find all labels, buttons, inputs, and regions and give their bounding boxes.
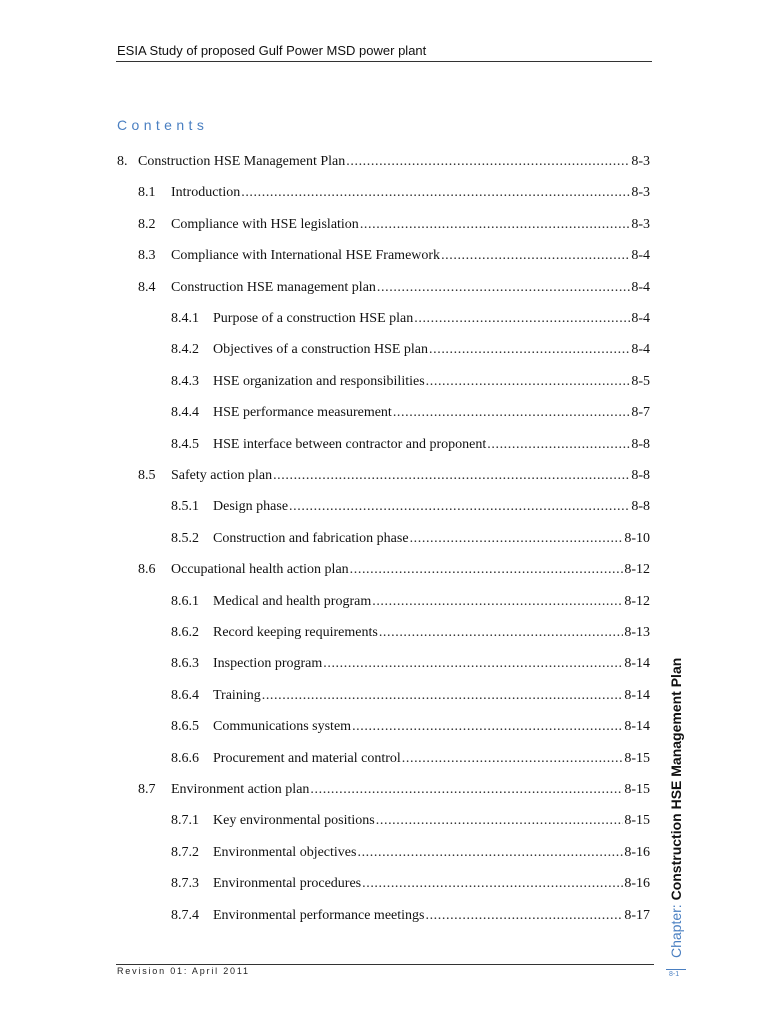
toc-page-number: 8-4 [631,248,650,264]
toc-section-title: Safety action plan [171,468,273,483]
toc-page-number: 8-3 [631,185,650,201]
toc-section-title: Environmental procedures [213,876,362,892]
toc-entry[interactable] [171,718,650,736]
chapter-side-label [668,658,684,958]
toc-entry[interactable] [138,561,650,579]
toc-entry[interactable] [171,875,650,893]
toc-dot-leader [289,498,630,516]
toc-page-number: 8-3 [631,154,650,169]
toc-entry[interactable] [138,279,650,297]
toc-section-title: Medical and health program [213,593,372,609]
toc-dot-leader [414,310,630,328]
toc-entry[interactable] [138,467,650,485]
toc-section-number: 8.6.5 [171,719,199,735]
toc-entry[interactable] [171,750,650,768]
toc-section-title: Objectives of a construction HSE plan [213,342,429,358]
toc-entry[interactable] [171,655,650,673]
toc-section-number: 8.6.1 [171,593,199,609]
toc-entry[interactable] [171,310,650,328]
toc-dot-leader [377,279,630,297]
toc-section-number: 8.7 [138,782,156,797]
toc-section-number: 8.1 [138,185,156,201]
toc-page-number: 8-4 [631,279,650,295]
toc-dot-leader [426,373,631,391]
toc-section-title: Design phase [213,499,289,515]
toc-section-title: Construction HSE Management Plan [138,154,346,169]
toc-section-title: Introduction [171,185,241,201]
toc-page-number: 8-4 [631,342,650,358]
toc-dot-leader [487,436,630,454]
toc-section-title: Training [213,687,261,703]
toc-entry[interactable] [171,844,650,862]
document-header-title: ESIA Study of proposed Gulf Power MSD power plant [117,43,427,58]
toc-page-number: 8-12 [624,593,650,609]
toc-section-number: 8.5.2 [171,530,199,546]
toc-entry[interactable] [171,341,650,359]
toc-dot-leader [393,404,631,422]
toc-page-number: 8-5 [631,373,650,389]
toc-dot-leader [350,561,624,579]
toc-dot-leader [241,184,630,202]
chapter-prefix: Chapter: [668,904,684,958]
toc-section-number: 8.6.4 [171,687,199,703]
chapter-name: Construction HSE Management Plan [668,657,684,901]
page-number: 8-1 [669,971,680,978]
toc-section-title: Inspection program [213,656,323,672]
toc-page-number: 8-15 [624,813,650,829]
toc-section-number: 8.6.2 [171,625,199,640]
toc-dot-leader [441,247,630,265]
toc-dot-leader [376,812,624,830]
toc-section-title: Communications system [213,719,352,735]
toc-dot-leader [273,467,630,485]
toc-dot-leader [323,655,623,673]
toc-section-title: HSE interface between contractor and proponent [213,436,487,452]
toc-section-number: 8.4.3 [171,373,199,389]
toc-page-number: 8-3 [631,216,650,232]
toc-section-number: 8.6.6 [171,750,199,766]
toc-section-number: 8.2 [138,216,156,232]
toc-page-number: 8-13 [624,625,650,640]
toc-page-number: 8-8 [631,499,650,515]
toc-section-number: 8.7.1 [171,813,199,829]
toc-entry[interactable] [171,498,650,516]
toc-section-title: Environmental performance meetings [213,907,425,923]
toc-section-number: 8.4.1 [171,311,199,326]
toc-page-number: 8-8 [631,436,650,452]
toc-dot-leader [310,781,623,799]
footer-divider [116,964,654,965]
toc-dot-leader [410,530,624,548]
toc-dot-leader [357,844,623,862]
toc-section-title: Purpose of a construction HSE plan [213,311,414,326]
toc-section-title: Environment action plan [171,782,310,797]
toc-page-number: 8-16 [624,844,650,860]
toc-section-number: 8. [117,154,128,169]
toc-section-number: 8.6.3 [171,656,199,672]
toc-section-title: Construction HSE management plan [171,279,376,295]
toc-section-number: 8.4.5 [171,436,199,452]
toc-section-number: 8.5 [138,468,156,483]
toc-dot-leader [262,687,624,705]
toc-dot-leader [379,624,624,642]
toc-section-number: 8.7.3 [171,876,199,892]
toc-section-number: 8.6 [138,562,156,578]
toc-dot-leader [402,750,624,768]
toc-page-number: 8-15 [624,750,650,766]
toc-page-number: 8-4 [631,311,650,326]
toc-entry[interactable] [171,530,650,548]
toc-dot-leader [362,875,623,893]
toc-section-number: 8.3 [138,248,156,264]
toc-section-title: Key environmental positions [213,813,375,829]
toc-entry[interactable] [138,781,650,799]
toc-entry[interactable] [138,247,650,265]
toc-entry[interactable] [171,624,650,642]
toc-entry[interactable] [171,404,650,422]
toc-dot-leader [360,216,631,234]
toc-section-number: 8.7.2 [171,844,199,860]
toc-dot-leader [425,907,623,925]
toc-dot-leader [352,718,623,736]
toc-section-number: 8.7.4 [171,907,199,923]
toc-section-title: Record keeping requirements [213,625,378,640]
toc-dot-leader [429,341,630,359]
toc-dot-leader [372,593,623,611]
toc-section-number: 8.4.4 [171,405,199,421]
toc-page-number: 8-12 [624,562,650,578]
toc-section-number: 8.5.1 [171,499,199,515]
toc-section-number: 8.4.2 [171,342,199,358]
toc-page-number: 8-14 [624,656,650,672]
toc-section-title: HSE performance measurement [213,405,392,421]
contents-heading: Contents [117,117,209,133]
toc-section-title: Environmental objectives [213,844,357,860]
toc-page-number: 8-14 [624,719,650,735]
toc-section-title: Compliance with International HSE Framework [171,248,441,264]
toc-section-title: Compliance with HSE legislation [171,216,359,232]
toc-section-number: 8.4 [138,279,156,295]
toc-page-number: 8-14 [624,687,650,703]
toc-entry[interactable] [171,593,650,611]
toc-page-number: 8-7 [631,405,650,421]
toc-entry[interactable] [171,373,650,391]
toc-page-number: 8-8 [631,468,650,483]
toc-entry[interactable] [171,812,650,830]
revision-note: Revision 01: April 2011 [117,966,250,976]
toc-entry[interactable] [138,216,650,234]
toc-entry[interactable] [171,907,650,925]
toc-page-number: 8-17 [624,907,650,923]
toc-section-title: Occupational health action plan [171,562,349,578]
toc-entry[interactable] [171,687,650,705]
toc-page-number: 8-10 [624,530,650,546]
toc-section-title: Construction and fabrication phase [213,530,409,546]
page-number-rule [666,969,686,970]
toc-page-number: 8-15 [624,782,650,797]
toc-entry[interactable] [138,184,650,202]
toc-entry[interactable] [171,436,650,454]
toc-dot-leader [346,153,630,171]
toc-entry[interactable] [117,153,650,171]
toc-section-title: HSE organization and responsibilities [213,373,425,389]
toc-section-title: Procurement and material control [213,750,401,766]
toc-page-number: 8-16 [624,876,650,892]
